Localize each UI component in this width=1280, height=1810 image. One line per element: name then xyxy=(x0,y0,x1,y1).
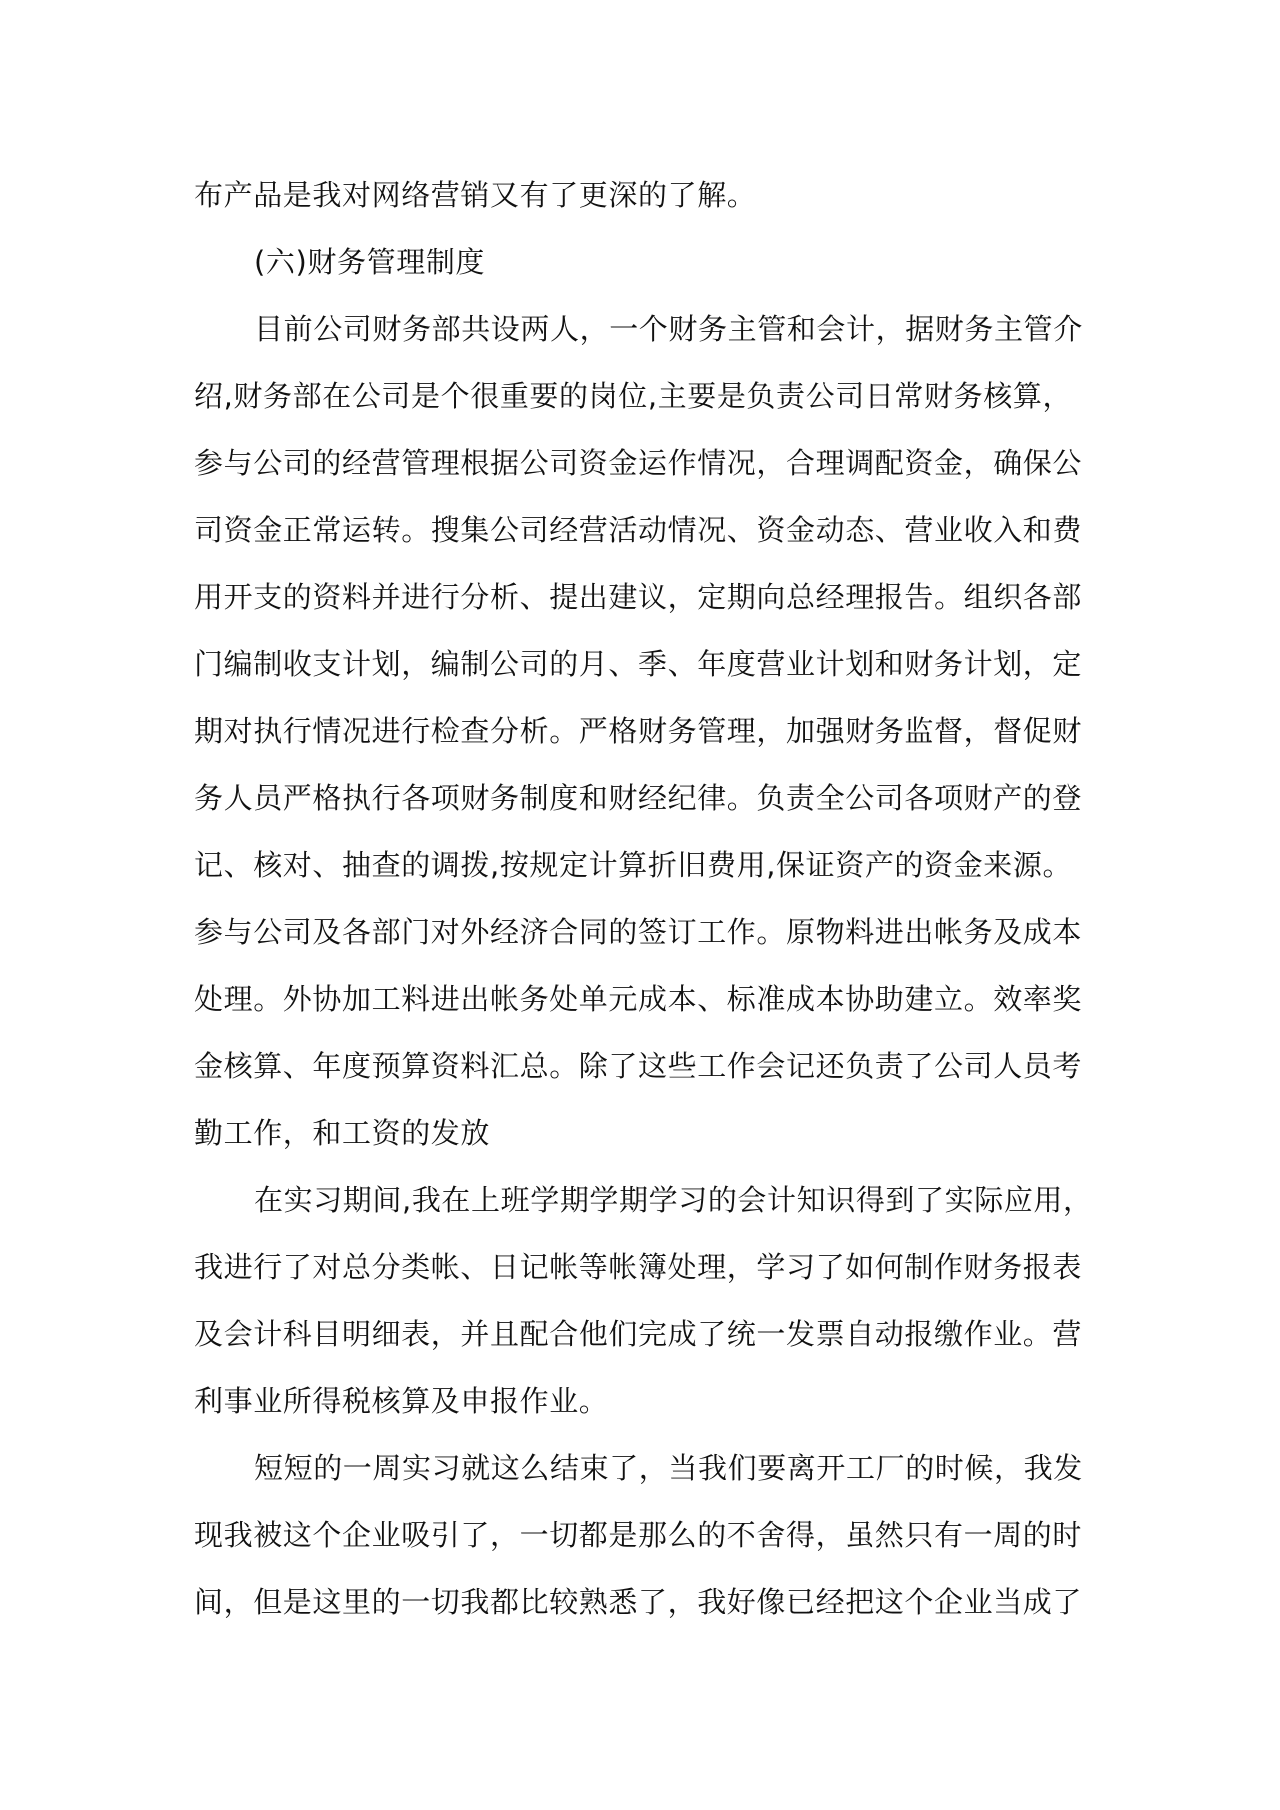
document-body xyxy=(194,162,1094,1636)
text-line: 目前公司财务部共设两人，一个财务主管和会计，据财务主管介 xyxy=(254,312,1083,346)
text-line: 期对执行情况进行检查分析。严格财务管理，加强财务监督，督促财 xyxy=(194,714,1083,748)
text-line: 参与公司的经营管理根据公司资金运作情况，合理调配资金，确保公 xyxy=(194,446,1083,480)
text-line: 现我被这个企业吸引了，一切都是那么的不舍得，虽然只有一周的时 xyxy=(194,1518,1083,1552)
text-line: 金核算、年度预算资料汇总。除了这些工作会记还负责了公司人员考 xyxy=(194,1049,1083,1083)
text-line: 司资金正常运转。搜集公司经营活动情况、资金动态、营业收入和费 xyxy=(194,513,1083,547)
text-line: 利事业所得税核算及申报作业。 xyxy=(194,1384,609,1418)
text-line: 务人员严格执行各项财务制度和财经纪律。负责全公司各项财产的登 xyxy=(194,781,1083,815)
text-line: 及会计科目明细表，并且配合他们完成了统一发票自动报缴作业。营 xyxy=(194,1317,1083,1351)
text-line: 我进行了对总分类帐、日记帐等帐簿处理，学习了如何制作财务报表 xyxy=(194,1250,1083,1284)
section-heading: (六)财务管理制度 xyxy=(254,245,486,279)
text-line: 绍,财务部在公司是个很重要的岗位,主要是负责公司日常财务核算， xyxy=(194,379,1073,413)
text-line: 门编制收支计划，编制公司的月、季、年度营业计划和财务计划，定 xyxy=(194,647,1083,681)
text-line: 短短的一周实习就这么结束了，当我们要离开工厂的时候，我发 xyxy=(254,1451,1083,1485)
text-line: 处理。外协加工料进出帐务处单元成本、标准成本协助建立。效率奖 xyxy=(194,982,1083,1016)
text-line: 记、核对、抽查的调拨,按规定计算折旧费用,保证资产的资金来源。 xyxy=(194,848,1073,882)
text-line: 参与公司及各部门对外经济合同的签订工作。原物料进出帐务及成本 xyxy=(194,915,1083,949)
text-line: 勤工作，和工资的发放 xyxy=(194,1116,491,1150)
text-line: 用开支的资料并进行分析、提出建议，定期向总经理报告。组织各部 xyxy=(194,580,1083,614)
text-line: 在实习期间,我在上班学期学期学习的会计知识得到了实际应用， xyxy=(254,1183,1093,1217)
text-line: 布产品是我对网络营销又有了更深的了解。 xyxy=(194,178,757,212)
text-line: 间，但是这里的一切我都比较熟悉了，我好像已经把这个企业当成了 xyxy=(194,1585,1083,1619)
